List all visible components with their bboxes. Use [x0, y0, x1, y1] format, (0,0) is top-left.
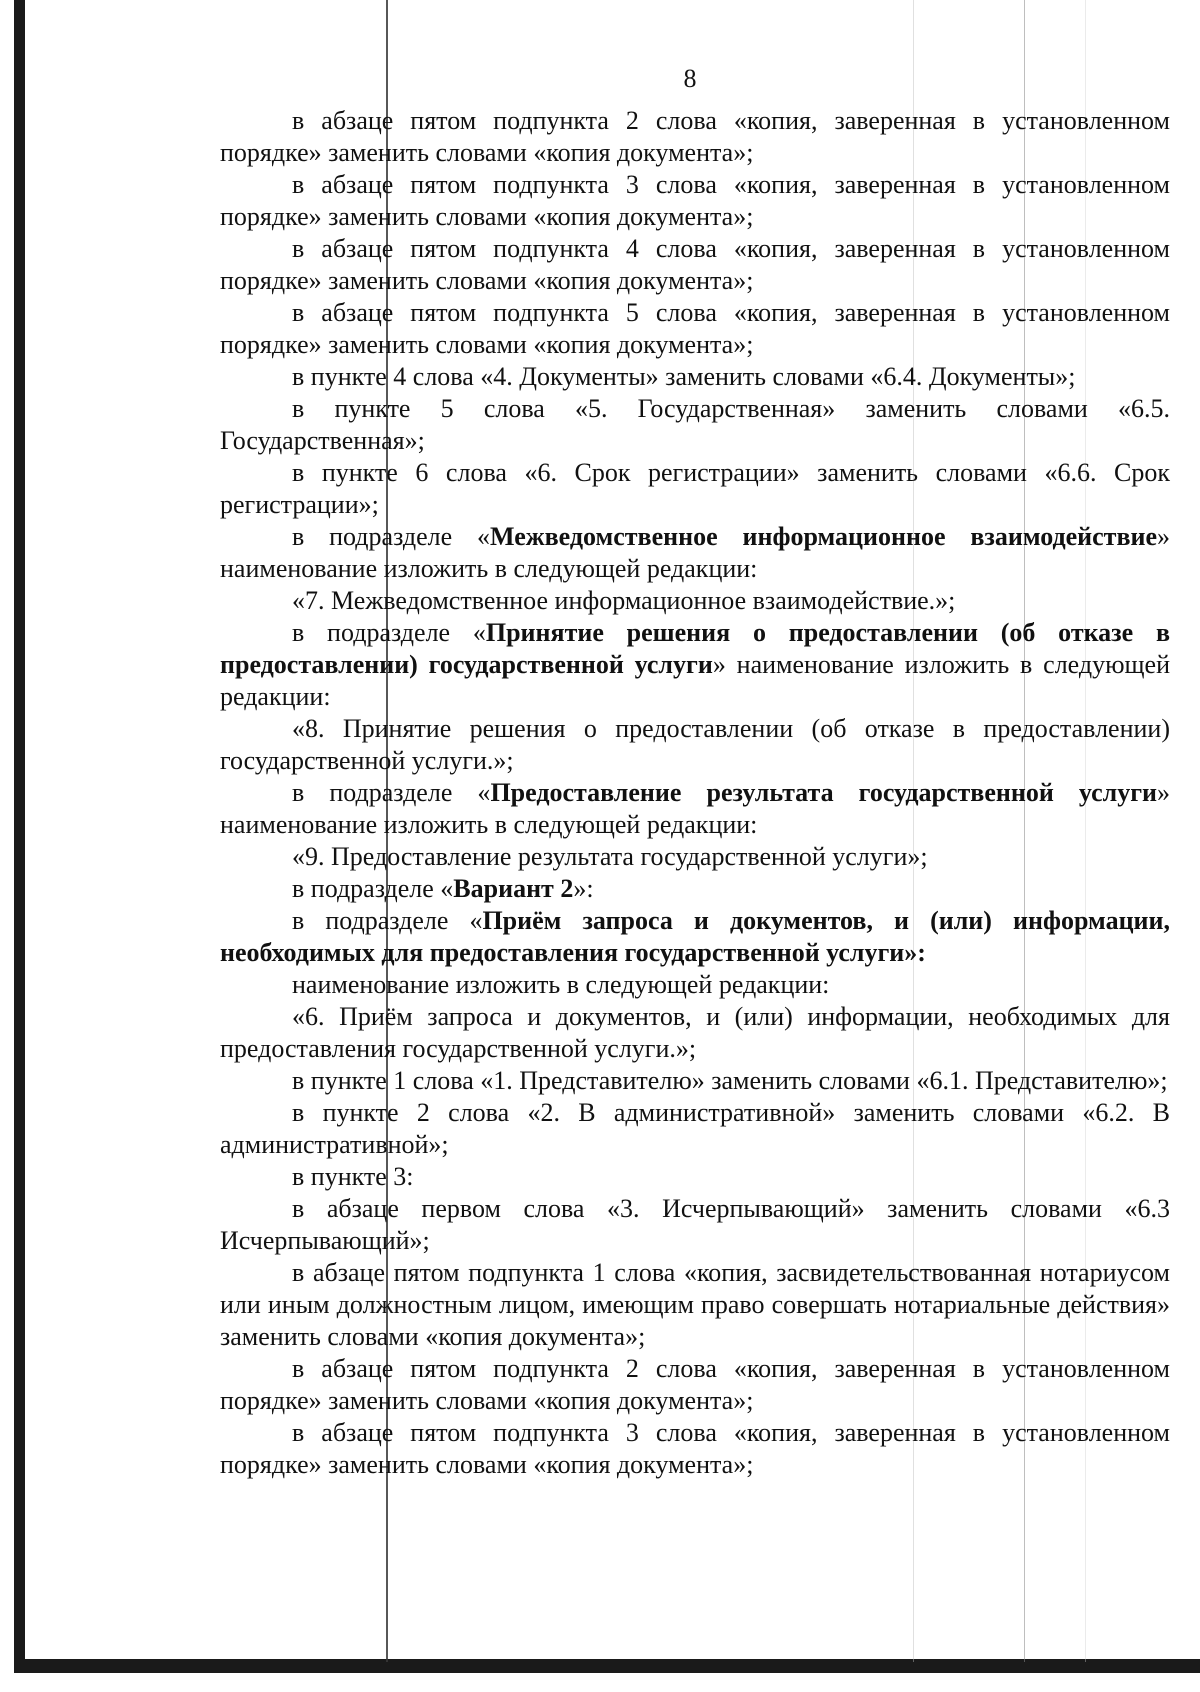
bold-run: Вариант 2 [453, 874, 574, 903]
text-run: » наименование изложить в следующей редакции: [220, 778, 1171, 839]
bold-run: Предоставление результата государственной услуги [490, 778, 1158, 807]
paragraph-with-bold [220, 905, 1170, 969]
text-run: »: [573, 874, 594, 903]
text-run: в подразделе « [292, 778, 491, 807]
paragraph: в пункте 4 слова «4. Документы» заменить словами «6.4. Документы»; [292, 362, 1076, 391]
paragraph: наименование изложить в следующей редакции: [292, 970, 830, 999]
paragraph: в пункте 3: [292, 1162, 414, 1191]
paragraph-with-bold [220, 617, 1170, 713]
paragraph: в пункте 1 слова «1. Представителю» заменить словами «6.1. Представителю»; [292, 1066, 1168, 1095]
paragraph: в абзаце пятом подпункта 4 слова «копия, заверенная в установленном порядке» заменить словами «копия документа»; [220, 234, 1170, 295]
text-run: в подразделе « [292, 522, 491, 551]
text-run: » наименование изложить в следующей редакции: [220, 522, 1170, 583]
text-run: в подразделе « [292, 906, 483, 935]
text-run: » наименование изложить в следующей редакции: [220, 650, 1171, 711]
scan-left-edge [14, 0, 25, 1672]
paragraph: в абзаце пятом подпункта 2 слова «копия, заверенная в установленном порядке» заменить словами «копия документа»; [220, 106, 1170, 167]
paragraph: в пункте 5 слова «5. Государственная» заменить словами «6.5. Государственная»; [220, 394, 1170, 455]
paragraph-with-bold [220, 873, 1170, 905]
paragraph: «7. Межведомственное информационное взаимодействие.»; [292, 586, 956, 615]
bold-run: Приём запроса и документов, и (или) информации, необходимых для предоставления государственной услуги»: [220, 906, 1171, 967]
scan-bottom-edge [14, 1659, 1200, 1673]
paragraph: «8. Принятие решения о предоставлении (об отказе в предоставлении) государственной услуги.»; [220, 714, 1170, 775]
paragraph-with-bold [220, 521, 1170, 585]
paragraph: в пункте 2 слова «2. В административной» заменить словами «6.2. В административной»; [220, 1098, 1170, 1159]
paragraph: в пункте 6 слова «6. Срок регистрации» заменить словами «6.6. Срок регистрации»; [220, 458, 1170, 519]
bold-run: Межведомственное информационное взаимодействие [490, 522, 1157, 551]
bold-run: Принятие решения о предоставлении (об отказе в предоставлении) государственной услуги [220, 618, 1170, 679]
paragraph: в абзаце первом слова «3. Исчерпывающий» заменить словами «6.3 Исчерпывающий»; [220, 1194, 1170, 1255]
paragraph: в абзаце пятом подпункта 1 слова «копия, засвидетельствованная нотариусом или иным должностным лицом, имеющим право совершать нотариальные действия» заменить словами «копия документа»; [220, 1258, 1170, 1351]
paragraph: в абзаце пятом подпункта 2 слова «копия, заверенная в установленном порядке» заменить словами «копия документа»; [220, 1354, 1170, 1415]
document-body [220, 105, 1170, 1481]
paragraph: в абзаце пятом подпункта 3 слова «копия, заверенная в установленном порядке» заменить словами «копия документа»; [220, 170, 1170, 231]
text-run: в подразделе « [292, 618, 486, 647]
text-run: в подразделе « [292, 874, 454, 903]
paragraph-with-bold [220, 777, 1170, 841]
paragraph: «9. Предоставление результата государственной услуги»; [292, 842, 928, 871]
paragraph: в абзаце пятом подпункта 3 слова «копия, заверенная в установленном порядке» заменить словами «копия документа»; [220, 1418, 1170, 1479]
paragraph: в абзаце пятом подпункта 5 слова «копия, заверенная в установленном порядке» заменить словами «копия документа»; [220, 298, 1170, 359]
page-number: 8 [683, 64, 697, 93]
paragraph: «6. Приём запроса и документов, и (или) информации, необходимых для предоставления государственной услуги.»; [220, 1002, 1170, 1063]
